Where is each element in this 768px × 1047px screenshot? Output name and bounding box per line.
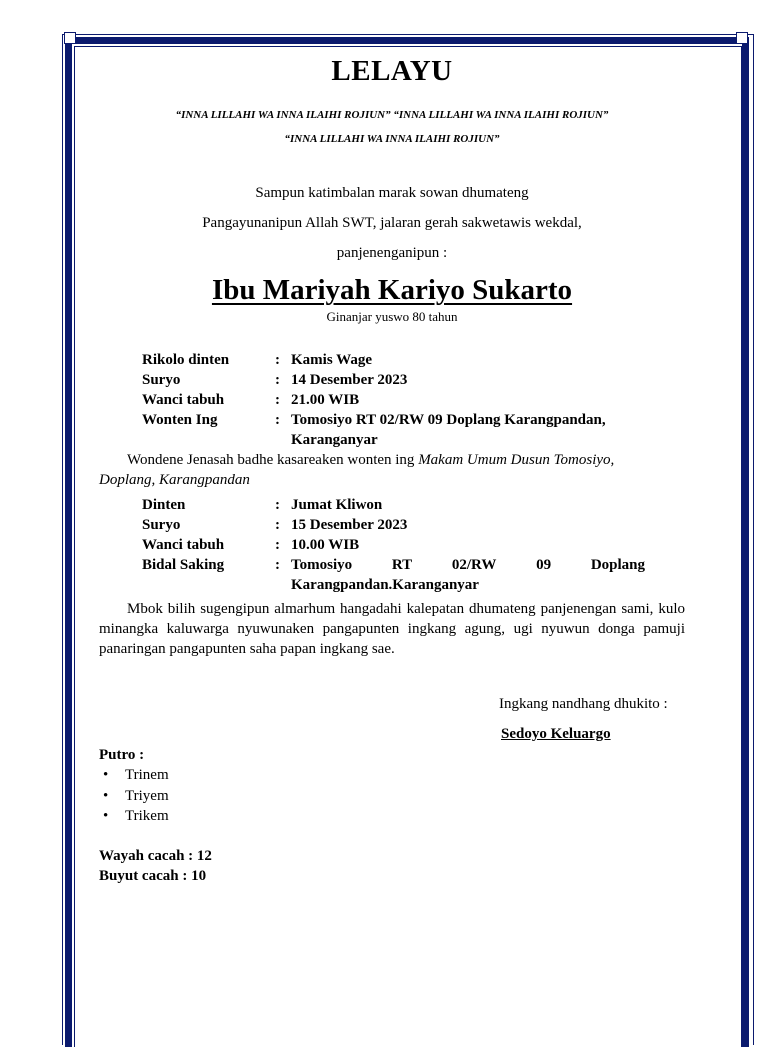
burial-from-words: Tomosiyo RT 02/RW 09 Doplang [291,557,645,573]
age-line: Ginanjar yuswo 80 tahun [326,309,458,324]
burial-date-label: Suryo [142,517,181,533]
burial-day-row: Dinten : Jumat Kliwon [142,495,645,515]
burial-time-row: Wanci tabuh : 10.00 WIB [142,535,645,555]
children-section [99,745,169,827]
burial-from-label: Bidal Saking [142,557,225,573]
document-title: LELAYU [331,55,453,87]
death-date-row: Suryo : 14 Desember 2023 [142,370,645,390]
burial-day-value: Jumat Kliwon [291,497,383,513]
burial-time-label: Wanci tabuh [142,537,225,553]
death-time-row: Wanci tabuh : 21.00 WIB [142,390,645,410]
signature-name: Sedoyo Keluargo [501,726,611,742]
burial-info-table [142,495,645,595]
death-place-row: Wonten Ing : Tomosiyo RT 02/RW 09 Doplang Karangpandan, Karanganyar [142,410,645,450]
intro-line-1: Sampun katimbalan marak sowan dhumateng [255,185,529,201]
burial-day-label: Dinten [142,497,186,513]
list-item: • Trinem [99,765,169,786]
children-list [99,765,169,827]
burial-from-value: Tomosiyo RT 02/RW 09 Doplang Karangpandan.Karanganyar [291,557,645,593]
death-day-value: Kamis Wage [291,352,372,368]
burial-sentence: Wondene Jenasah badhe kasareaken wonten ing Makam Umum Dusun Tomosiyo, Doplang, Karangpandan [99,452,615,488]
death-date-value: 14 Desember 2023 [291,372,408,388]
signature-intro: Ingkang nandhang dhukito : [499,696,668,712]
intro-line-2: Pangayunanipun Allah SWT, jalaran gerah sakwetawis wekdal, [202,215,582,231]
death-place-value: Tomosiyo RT 02/RW 09 Doplang Karangpandan, Karanganyar [291,412,606,448]
burial-from-row: Bidal Saking : Tomosiyo RT 02/RW 09 Doplang Karangpandan.Karanganyar [142,557,645,593]
quote-line-2: “INNA LILLAHI WA INNA ILAIHI ROJIUN” [284,133,500,145]
quote-line-1: “INNA LILLAHI WA INNA ILAIHI ROJIUN” “INNA LILLAHI WA INNA ILAIHI ROJIUN” [175,109,609,121]
death-time-value: 21.00 WIB [291,392,360,408]
death-place-label: Wonten Ing [142,412,218,428]
death-info-table [142,350,645,450]
list-item: • Trikem [99,806,169,827]
closing-paragraph: Mbok bilih sugengipun almarhum hangadahi kalepatan dhumateng panjenengan sami, kulo minangka kaluwarga nyuwunaken pangapunten ingkang agung, ugi nyuwun donga pamuji panaringan pangapunten saha papan ingkang sae. [99,601,685,657]
descendant-counts [99,846,212,886]
burial-date-row: Suryo : 15 Desember 2023 [142,515,645,535]
intro-line-3: panjenenganipun : [336,245,448,261]
children-heading: Putro : [99,747,145,763]
death-day-label: Rikolo dinten [142,352,230,368]
deceased-name: Ibu Mariyah Kariyo Sukarto [211,274,573,306]
border-corner-top-left [64,32,76,44]
death-time-label: Wanci tabuh [142,392,225,408]
border-corner-top-right [736,32,748,44]
list-item: • Triyem [99,786,169,807]
burial-date-value: 15 Desember 2023 [291,517,408,533]
grandchildren-count: Wayah cacah : 12 [99,848,212,864]
death-day-row: Rikolo dinten : Kamis Wage [142,350,645,370]
death-date-label: Suryo [142,372,181,388]
great-grandchildren-count: Buyut cacah : 10 [99,868,207,884]
burial-time-value: 10.00 WIB [291,537,360,553]
